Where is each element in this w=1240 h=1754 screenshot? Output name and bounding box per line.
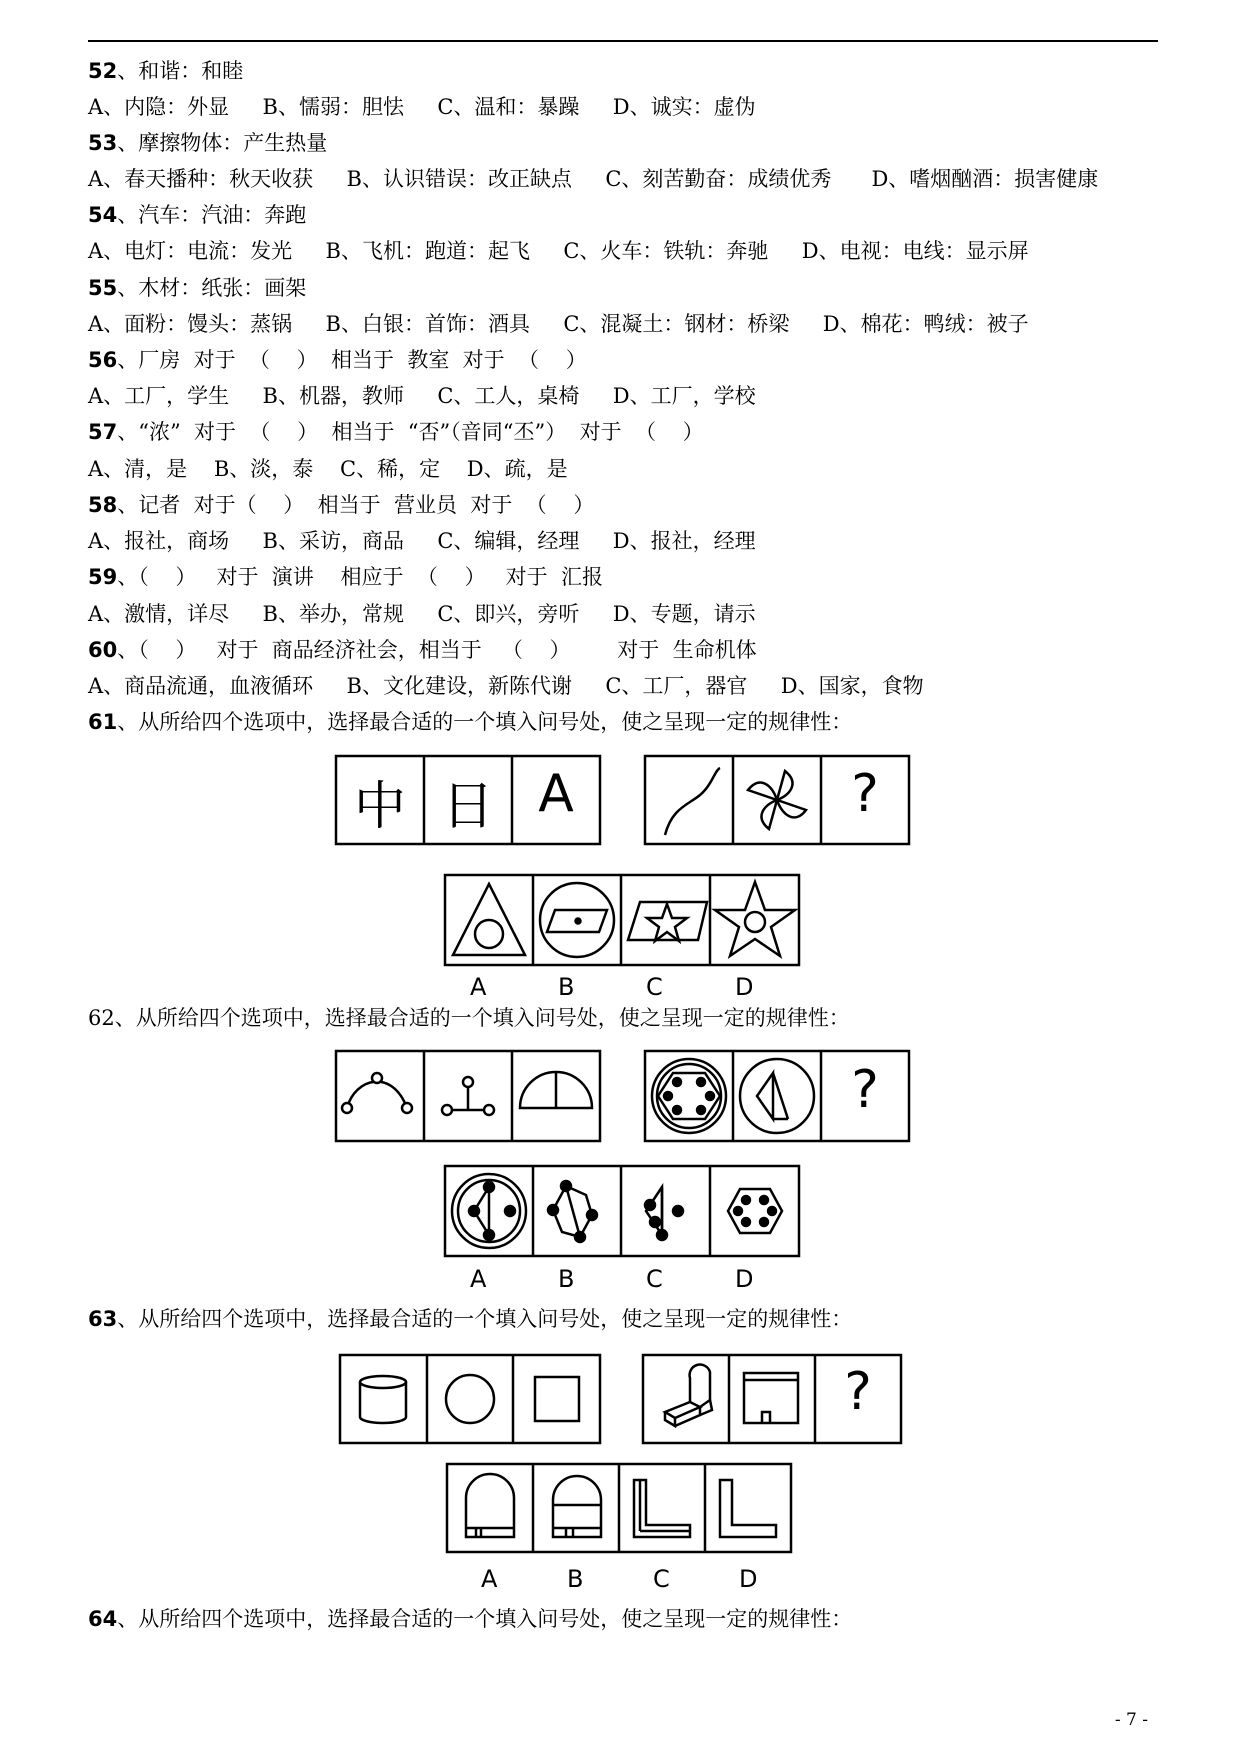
- q62-label-a: A: [470, 1265, 487, 1293]
- q60-options: A、商品流通，血液循环 B、文化建设，新陈代谢 C、工厂，器官 D、国家，食物: [88, 674, 924, 698]
- q62-label-c: C: [646, 1265, 663, 1293]
- q61-title: 61、从所给四个选项中，选择最合适的一个填入问号处，使之呈现一定的规律性：: [88, 710, 853, 734]
- q61-label-a: A: [470, 973, 487, 1001]
- q62-question-left: [336, 1051, 600, 1141]
- q63-question-mark: ?: [844, 1362, 872, 1422]
- q56-title: 56、厂房 对于 （ ） 相当于 教室 对于 （ ）: [88, 348, 587, 372]
- q63-label-a: A: [481, 1565, 498, 1593]
- pinwheel-icon: [748, 771, 806, 829]
- q63-label-d: D: [739, 1565, 758, 1593]
- q63-label-b: B: [567, 1565, 584, 1593]
- curve-icon: [665, 768, 720, 835]
- q52-options: A、内隐：外显 B、懦弱：胆怯 C、温和：暴躁 D、诚实：虚伪: [88, 95, 756, 119]
- q56-options: A、工厂，学生 B、机器，教师 C、工人，桌椅 D、工厂，学校: [88, 384, 756, 408]
- q61-char-a: A: [538, 764, 574, 824]
- q54-title: 54、汽车：汽油：奔跑: [88, 203, 307, 227]
- q53-options: A、春天播种：秋天收获 B、认识错误：改正缺点 C、刻苦勤奋：成绩优秀 D、嗜烟酗酒：损害健康: [88, 167, 1099, 191]
- q57-title: 57、“浓” 对于 （ ） 相当于 “否”（音同“丕”） 对于 （ ）: [88, 420, 704, 444]
- q63-question-left: [340, 1355, 600, 1443]
- q53-title: 53、摩擦物体：产生热量: [88, 131, 328, 155]
- q61-label-b: B: [558, 973, 575, 1001]
- q61-label-d: D: [735, 973, 754, 1001]
- q59-options: A、激情，详尽 B、举办，常规 C、即兴，旁听 D、专题，请示: [88, 602, 756, 626]
- q62-label-b: B: [558, 1265, 575, 1293]
- q58-options: A、报社，商场 B、采访，商品 C、编辑，经理 D、报社，经理: [88, 529, 756, 553]
- q61-char-ri: 日: [441, 777, 494, 837]
- q61-options: [445, 875, 799, 965]
- q63-title: 63、从所给四个选项中，选择最合适的一个填入问号处，使之呈现一定的规律性：: [88, 1307, 853, 1331]
- q61-label-c: C: [646, 973, 663, 1001]
- q59-title: 59、（ ） 对于 演讲 相应于 （ ） 对于 汇报: [88, 565, 603, 589]
- q63-label-c: C: [653, 1565, 670, 1593]
- circle-icon: [475, 920, 503, 948]
- page-number: - 7 -: [1114, 1710, 1148, 1730]
- q62-options: [445, 1166, 799, 1256]
- q60-title: 60、（ ） 对于 商品经济社会，相当于 （ ） 对于 生命机体: [88, 638, 757, 662]
- q62-title: 62、从所给四个选项中，选择最合适的一个填入问号处，使之呈现一定的规律性：: [88, 1006, 850, 1030]
- q64-title: 64、从所给四个选项中，选择最合适的一个填入问号处，使之呈现一定的规律性：: [88, 1607, 853, 1631]
- q63-options: [447, 1464, 791, 1552]
- q62-question-mark: ?: [851, 1060, 879, 1120]
- q62-label-d: D: [735, 1265, 754, 1293]
- q58-title: 58、记者 对于（ ） 相当于 营业员 对于 （ ）: [88, 493, 595, 517]
- q55-options: A、面粉：馒头：蒸锅 B、白银：首饰：酒具 C、混凝土：钢材：桥梁 D、棉花：鸭绒：被子: [88, 312, 1029, 336]
- q54-options: A、电灯：电流：发光 B、飞机：跑道：起飞 C、火车：铁轨：奔驰 D、电视：电线：显示屏: [88, 239, 1029, 263]
- q52-title: 52、和谐：和睦: [88, 59, 244, 83]
- star-icon: [647, 904, 687, 941]
- q61-char-zhong: 中: [353, 777, 406, 837]
- q61-question-mark: ?: [851, 764, 879, 824]
- q57-options: A、清，是 B、淡，泰 C、稀，定 D、疏，是: [88, 457, 568, 481]
- q55-title: 55、木材：纸张：画架: [88, 276, 307, 300]
